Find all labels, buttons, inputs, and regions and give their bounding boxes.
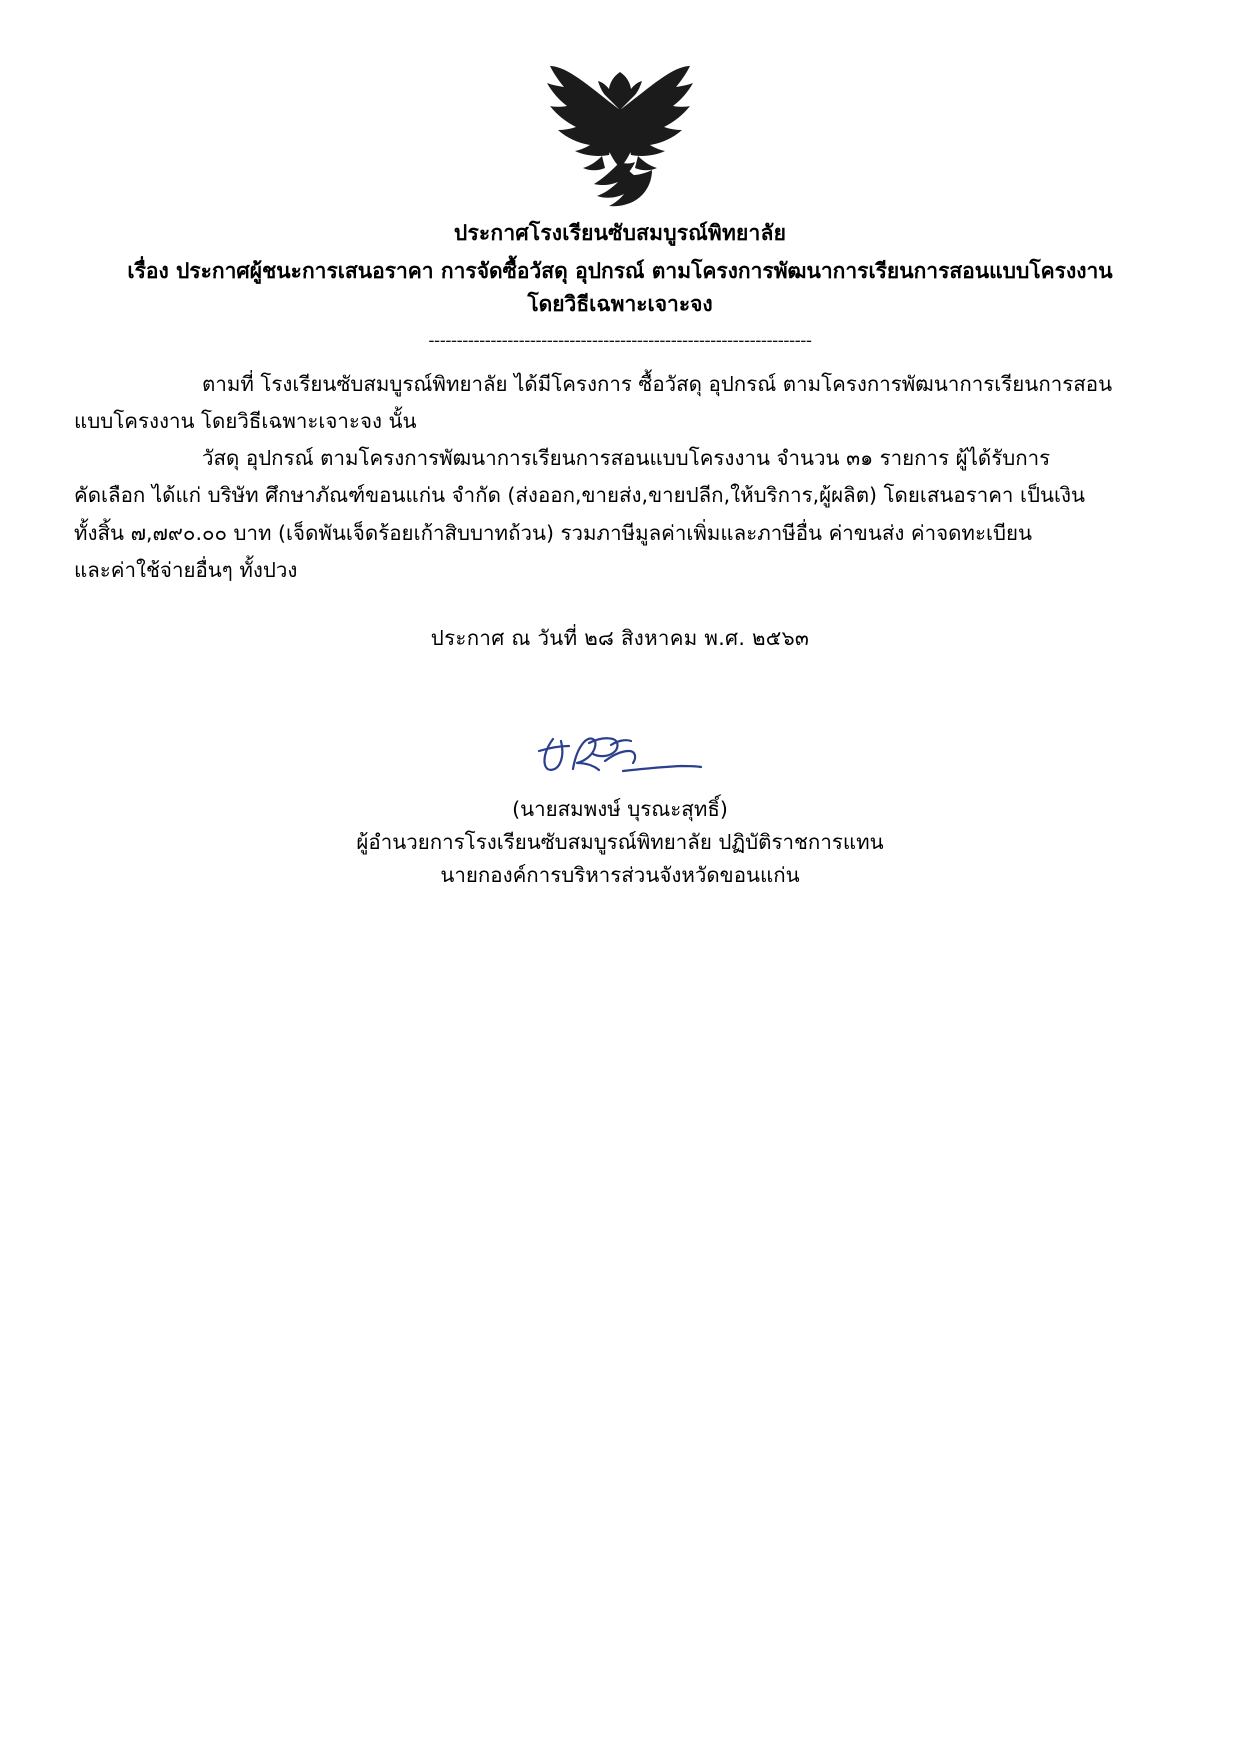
body-line-text: แบบโครงงาน โดยวิธีเฉพาะเจาะจง นั้น (74, 408, 417, 433)
body-line (74, 553, 1166, 588)
body-line (74, 516, 1166, 551)
signature-mark-container (74, 721, 1166, 791)
signature-block (74, 721, 1166, 893)
signer-name: (นายสมพงษ์ บุรณะสุทธิ์) (512, 797, 728, 821)
body-line-text: ทั้งสิ้น ๗,๗๙๐.๐๐ บาท (เจ็ดพันเจ็ดร้อยเก้าสิบบาทถ้วน) รวมภาษีมูลค่าเพิ่มและภาษีอื่น ค่าขนส่ง ค่าจดทะเบียน (74, 520, 1032, 545)
announcement-subject: เรื่อง ประกาศผู้ชนะการเสนอราคา การจัดซื้อวัสดุ อุปกรณ์ ตามโครงการพัฒนาการเรียนการสอนแบบโครงงาน (127, 258, 1113, 283)
body-line (74, 367, 1166, 402)
handwritten-signature (525, 725, 715, 791)
document-body (74, 367, 1166, 589)
body-line (74, 404, 1166, 439)
emblem-container (74, 58, 1166, 218)
body-line (74, 478, 1166, 513)
body-line-text: ตามที่ โรงเรียนซับสมบูรณ์พิทยาลัย ได้มีโครงการ ซื้อวัสดุ อุปกรณ์ ตามโครงการพัฒนาการเรียนการสอน (202, 371, 1113, 396)
body-line-text: คัดเลือก ได้แก่ บริษัท ศึกษาภัณฑ์ขอนแก่น จำกัด (ส่งออก,ขายส่ง,ขายปลีก,ให้บริการ,ผู้ผลิต) โดยเสนอราคา เป็นเงิน (74, 483, 1086, 508)
announcement-date: ประกาศ ณ วันที่ ๒๘ สิงหาคม พ.ศ. ๒๕๖๓ (430, 626, 810, 650)
garuda-emblem (540, 58, 700, 208)
document-heading (74, 218, 1166, 321)
announcement-method: โดยวิธีเฉพาะเจาะจง (527, 292, 713, 316)
body-line-text: และค่าใช้จ่ายอื่นๆ ทั้งปวง (74, 557, 298, 582)
signer-role-line2: นายกองค์การบริหารส่วนจังหวัดขอนแก่น (440, 863, 800, 888)
announcement-title: ประกาศโรงเรียนซับสมบูรณ์พิทยาลัย (453, 221, 787, 245)
body-line (74, 441, 1166, 476)
heading-divider: -------------------------------------------------------------------- (428, 330, 812, 351)
signer-role-line1: ผู้อำนวยการโรงเรียนซับสมบูรณ์พิทยาลัย ปฏิบัติราชการแทน (356, 830, 884, 855)
body-line-text: วัสดุ อุปกรณ์ ตามโครงการพัฒนาการเรียนการสอนแบบโครงงาน จำนวน ๓๑ รายการ ผู้ได้รับการ (202, 446, 1051, 470)
